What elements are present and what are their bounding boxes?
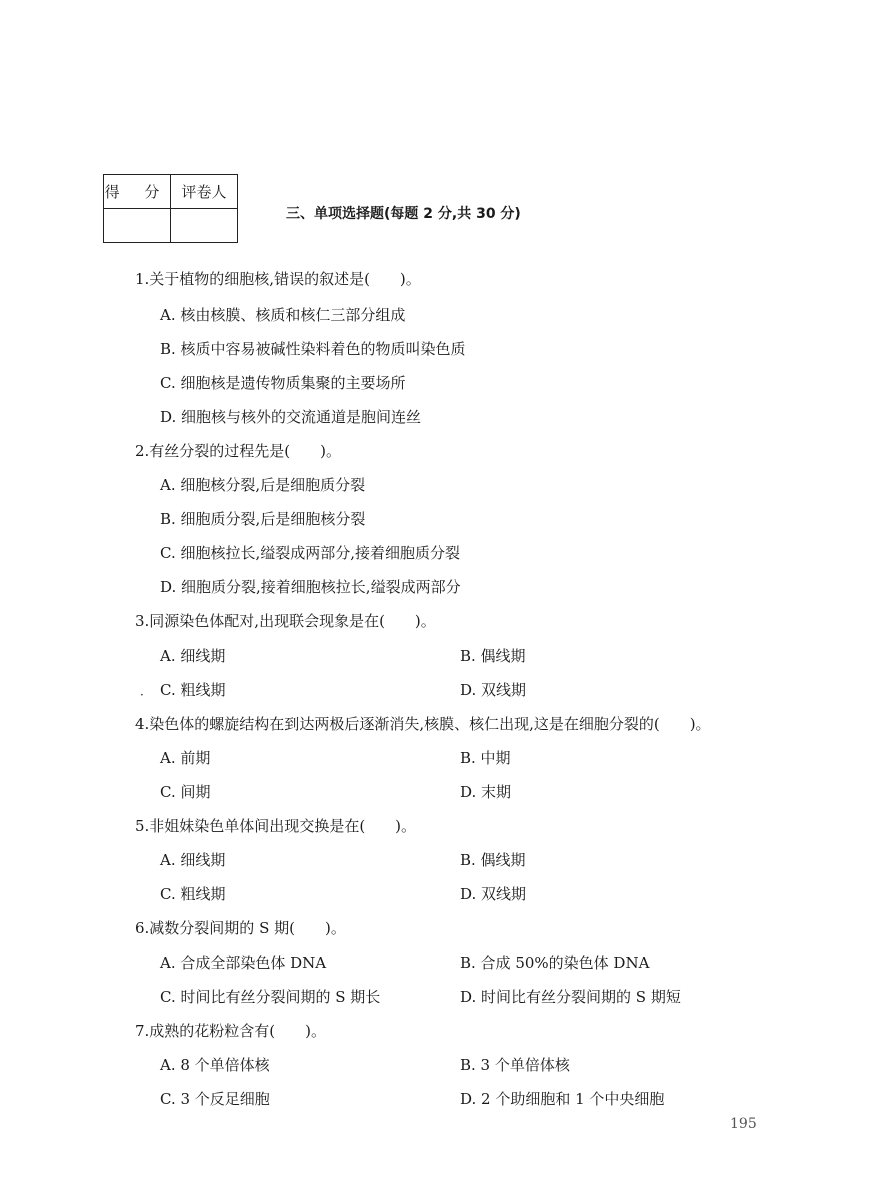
question-option: B. 偶线期 [460,647,526,665]
question-option: D. 2 个助细胞和 1 个中央细胞 [460,1090,665,1108]
question-option: C. 细胞核拉长,缢裂成两部分,接着细胞质分裂 [160,544,461,562]
question-stem: 1.关于植物的细胞核,错误的叙述是( )。 [135,270,421,288]
grader-header: 评卷人 [171,175,238,209]
question-option: B. 偶线期 [460,851,526,869]
question-option: D. 细胞质分裂,接着细胞核拉长,缢裂成两部分 [160,578,461,596]
question-option: A. 细胞核分裂,后是细胞质分裂 [160,476,366,494]
section-title: 三、单项选择题(每题 2 分,共 30 分) [286,206,521,222]
question-option: D. 双线期 [460,885,527,903]
question-option: B. 核质中容易被碱性染料着色的物质叫染色质 [160,340,466,358]
score-table-input-row [104,209,238,243]
question-option: A. 核由核膜、核质和核仁三部分组成 [160,306,406,324]
score-header: 得 分 [104,175,171,209]
page-number: 195 [730,1116,757,1132]
question-option: A. 细线期 [160,647,226,665]
question-option: C. 时间比有丝分裂间期的 S 期长 [160,988,381,1006]
grader-cell[interactable] [171,209,238,243]
question-option: C. 间期 [160,783,211,801]
question-stem: 3.同源染色体配对,出现联会现象是在( )。 [135,612,436,630]
question-option: C. 粗线期 [160,681,226,699]
question-option: A. 8 个单倍体核 [160,1056,270,1074]
question-option: B. 3 个单倍体核 [460,1056,570,1074]
question-stem: 2.有丝分裂的过程先是( )。 [135,442,342,460]
question-option: A. 细线期 [160,851,226,869]
question-option: B. 细胞质分裂,后是细胞核分裂 [160,510,366,528]
question-option: D. 末期 [460,783,512,801]
question-option: B. 合成 50%的染色体 DNA [460,954,650,972]
question-stem: 7.成熟的花粉粒含有( )。 [135,1022,327,1040]
question-stem: 5.非姐妹染色单体间出现交换是在( )。 [135,817,417,835]
margin-mark: · [140,688,144,702]
question-option: C. 细胞核是遗传物质集聚的主要场所 [160,374,406,392]
question-stem: 4.染色体的螺旋结构在到达两极后逐渐消失,核膜、核仁出现,这是在细胞分裂的( )。 [135,715,711,733]
question-option: D. 细胞核与核外的交流通道是胞间连丝 [160,408,422,426]
question-option: C. 粗线期 [160,885,226,903]
question-stem: 6.减数分裂间期的 S 期( )。 [135,919,346,937]
question-option: D. 双线期 [460,681,527,699]
score-table [103,174,238,243]
question-option: A. 前期 [160,749,211,767]
score-table-header-row [104,175,238,209]
question-option: A. 合成全部染色体 DNA [160,954,327,972]
question-option: B. 中期 [460,749,511,767]
score-cell[interactable] [104,209,171,243]
question-option: D. 时间比有丝分裂间期的 S 期短 [460,988,681,1006]
question-option: C. 3 个反足细胞 [160,1090,270,1108]
